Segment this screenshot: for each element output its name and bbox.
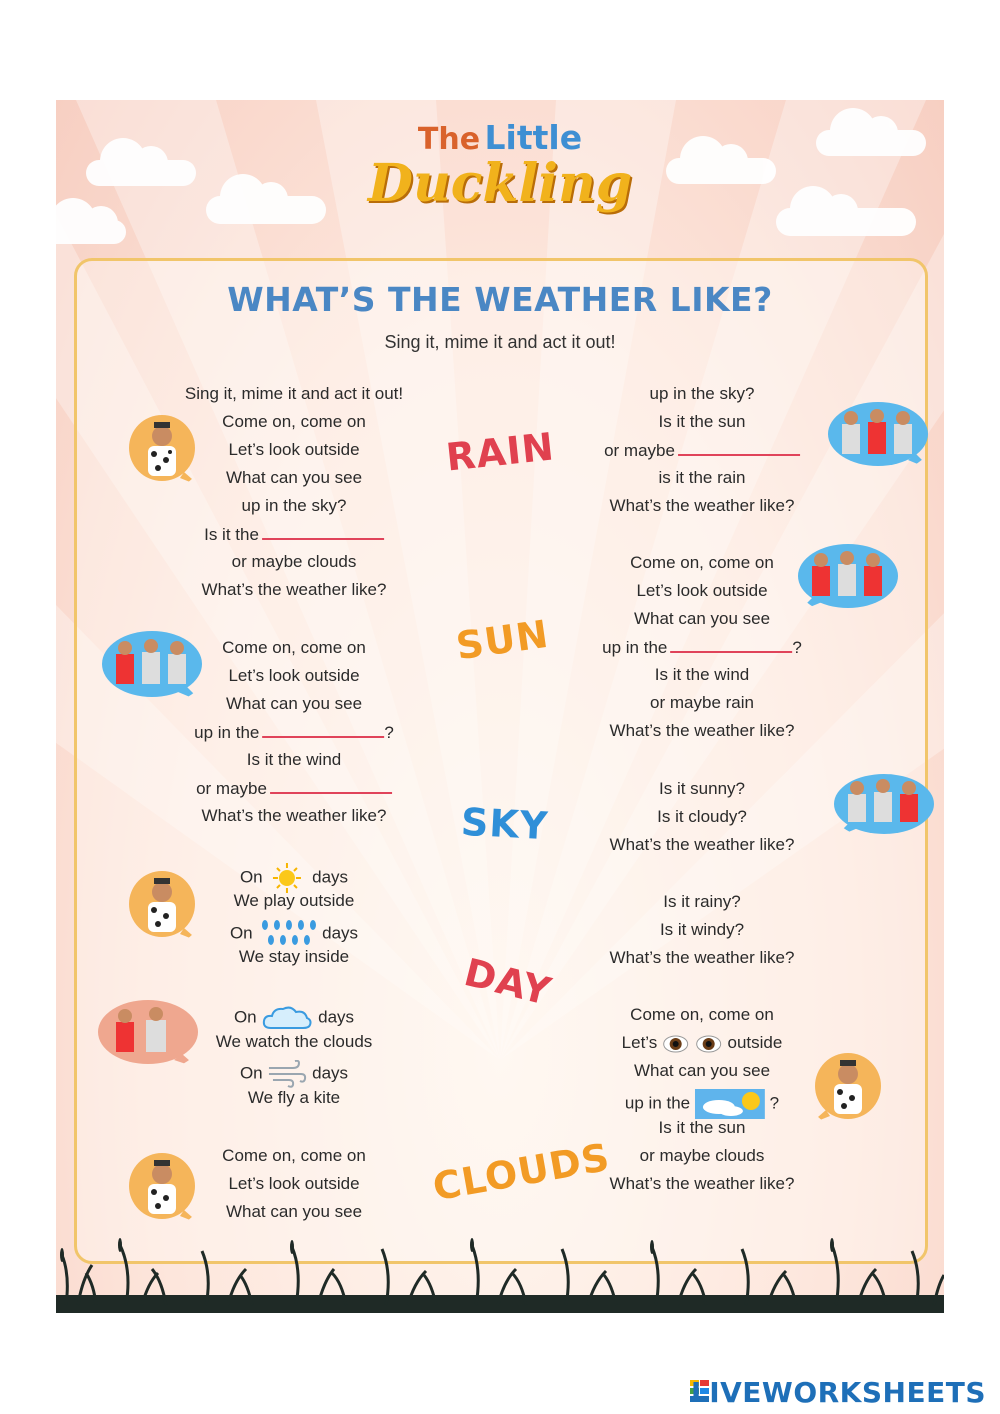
- singer-bubble: [124, 868, 204, 946]
- singer-bubble: [98, 626, 208, 706]
- lyric-text: days: [322, 923, 359, 943]
- lyric-line: We play outside: [233, 891, 355, 910]
- lyric-line: or maybe rain: [650, 693, 754, 712]
- singer-bubble: [124, 412, 204, 490]
- lyric-line: Let’s look outside: [228, 440, 360, 459]
- sky-icon: [695, 1089, 765, 1119]
- lyric-line: Is it the wind: [654, 665, 750, 684]
- singer-bubble: [94, 996, 204, 1072]
- lyric-text: On: [239, 867, 263, 887]
- lyric-line-with-blank: [204, 524, 384, 545]
- lyric-line: up in the sky?: [649, 384, 755, 403]
- lyric-text: On: [239, 1063, 263, 1083]
- word-day: DAY: [459, 950, 556, 1014]
- lyric-line: We watch the clouds: [215, 1032, 373, 1051]
- lyric-text: or maybe: [604, 441, 675, 460]
- liveworksheets-watermark: LIVEWORKSHEETS: [690, 1376, 986, 1409]
- singer-bubble: [824, 398, 934, 474]
- question-mark: ?: [384, 723, 394, 742]
- sun-icon: [267, 863, 307, 893]
- cloud-decoration: [56, 220, 126, 244]
- lyric-line: What’s the weather like?: [201, 580, 387, 599]
- eye-icon: [695, 1034, 723, 1054]
- answer-blank[interactable]: [270, 778, 392, 794]
- lyric-line-with-blank: [604, 440, 800, 461]
- lyric-line: or maybe clouds: [231, 552, 357, 571]
- lyric-line: What can you see: [225, 1202, 363, 1221]
- lyric-line: What can you see: [225, 468, 363, 487]
- worksheet-page: [56, 100, 944, 1313]
- lyrics-panel: [74, 258, 928, 1264]
- lyric-text: Let’s: [621, 1033, 658, 1052]
- lyric-line-with-icon: [230, 919, 358, 949]
- lyric-text: On: [229, 923, 253, 943]
- singer-bubble: [806, 1050, 886, 1128]
- lyric-line: Is it the sun: [658, 412, 746, 431]
- lyric-line: What’s the weather like?: [609, 496, 795, 515]
- lyric-text: outside: [727, 1033, 783, 1052]
- lyric-line: Let’s look outside: [228, 666, 360, 685]
- lyric-line: What can you see: [633, 609, 771, 628]
- lyric-line: is it the rain: [658, 468, 746, 487]
- lyric-text: On: [233, 1007, 257, 1027]
- lyric-line: What’s the weather like?: [201, 806, 387, 825]
- lyric-text: days: [318, 1007, 355, 1027]
- eye-icon: [662, 1034, 690, 1054]
- lyric-line: What’s the weather like?: [609, 835, 795, 854]
- lyric-line: Is it rainy?: [663, 892, 741, 911]
- lyric-line-with-icon: [234, 1004, 354, 1032]
- lyric-line: or maybe clouds: [639, 1146, 765, 1165]
- word-sky: SKY: [459, 799, 550, 849]
- logo: [56, 118, 944, 214]
- page-subtitle: Sing it, mime it and act it out!: [384, 332, 616, 352]
- lyric-line-with-icon: [240, 863, 348, 893]
- logo-the: The: [417, 122, 481, 157]
- lyric-line: What’s the weather like?: [609, 1174, 795, 1193]
- answer-blank[interactable]: [262, 722, 384, 738]
- lyric-text: up in the: [602, 638, 668, 657]
- lyric-line-with-blank: [196, 778, 392, 799]
- lyric-line: Is it cloudy?: [657, 807, 747, 826]
- page-title: WHAT’S THE WEATHER LIKE?: [227, 280, 773, 319]
- wind-icon: [267, 1060, 307, 1088]
- lyric-line: up in the sky?: [241, 496, 347, 515]
- lyric-line-with-icon: [625, 1089, 779, 1119]
- rain-icon: [257, 919, 317, 949]
- word-sun: SUN: [453, 611, 552, 669]
- lyric-line: Is it the wind: [246, 750, 342, 769]
- lyric-line: We stay inside: [238, 947, 350, 966]
- lyric-line: Come on, come on: [630, 553, 774, 572]
- lyric-line: Come on, come on: [630, 1005, 774, 1024]
- singer-bubble: [124, 1150, 204, 1228]
- lyric-line: What can you see: [633, 1061, 771, 1080]
- lyric-text: up in the: [624, 1093, 691, 1113]
- lyric-line-with-icon: [240, 1060, 348, 1088]
- lyric-text: or maybe: [196, 779, 267, 798]
- answer-blank[interactable]: [678, 440, 800, 456]
- lyric-text: up in the: [194, 723, 260, 742]
- lyric-line: What’s the weather like?: [609, 948, 795, 967]
- lyric-line: Let’s look outside: [228, 1174, 360, 1193]
- lyric-text: days: [312, 1063, 349, 1083]
- lyric-line: Is it the sun: [658, 1118, 746, 1137]
- lyric-line: Come on, come on: [222, 638, 366, 657]
- question-mark: ?: [792, 638, 802, 657]
- question-mark: ?: [769, 1093, 780, 1113]
- lyric-line-with-blank: [194, 722, 394, 743]
- answer-blank[interactable]: [262, 524, 384, 540]
- lyric-line-with-icon: [622, 1033, 783, 1054]
- lyric-line-with-blank: [602, 637, 802, 658]
- word-rain: RAIN: [443, 424, 557, 480]
- lyric-line: Is it sunny?: [659, 779, 745, 798]
- singer-bubble: [794, 540, 904, 616]
- logo-duckling: Duckling: [367, 153, 633, 214]
- lyric-text: Is it the: [204, 525, 259, 544]
- lyric-line: What’s the weather like?: [609, 721, 795, 740]
- lyric-line: We fly a kite: [247, 1088, 341, 1107]
- logo-little: Little: [484, 118, 583, 157]
- answer-blank[interactable]: [670, 637, 792, 653]
- lyric-line: Come on, come on: [222, 412, 366, 431]
- lyric-line: Let’s look outside: [636, 581, 768, 600]
- lyric-text: days: [312, 867, 349, 887]
- lyric-line: Come on, come on: [222, 1146, 366, 1165]
- word-clouds: CLOUDS: [429, 1134, 614, 1210]
- lyric-line: What can you see: [225, 694, 363, 713]
- lyric-line: Sing it, mime it and act it out!: [184, 384, 404, 403]
- cloud-icon: [261, 1004, 313, 1032]
- singer-bubble: [830, 770, 940, 840]
- grass-border: [56, 1235, 944, 1313]
- lyric-line: Is it windy?: [659, 920, 745, 939]
